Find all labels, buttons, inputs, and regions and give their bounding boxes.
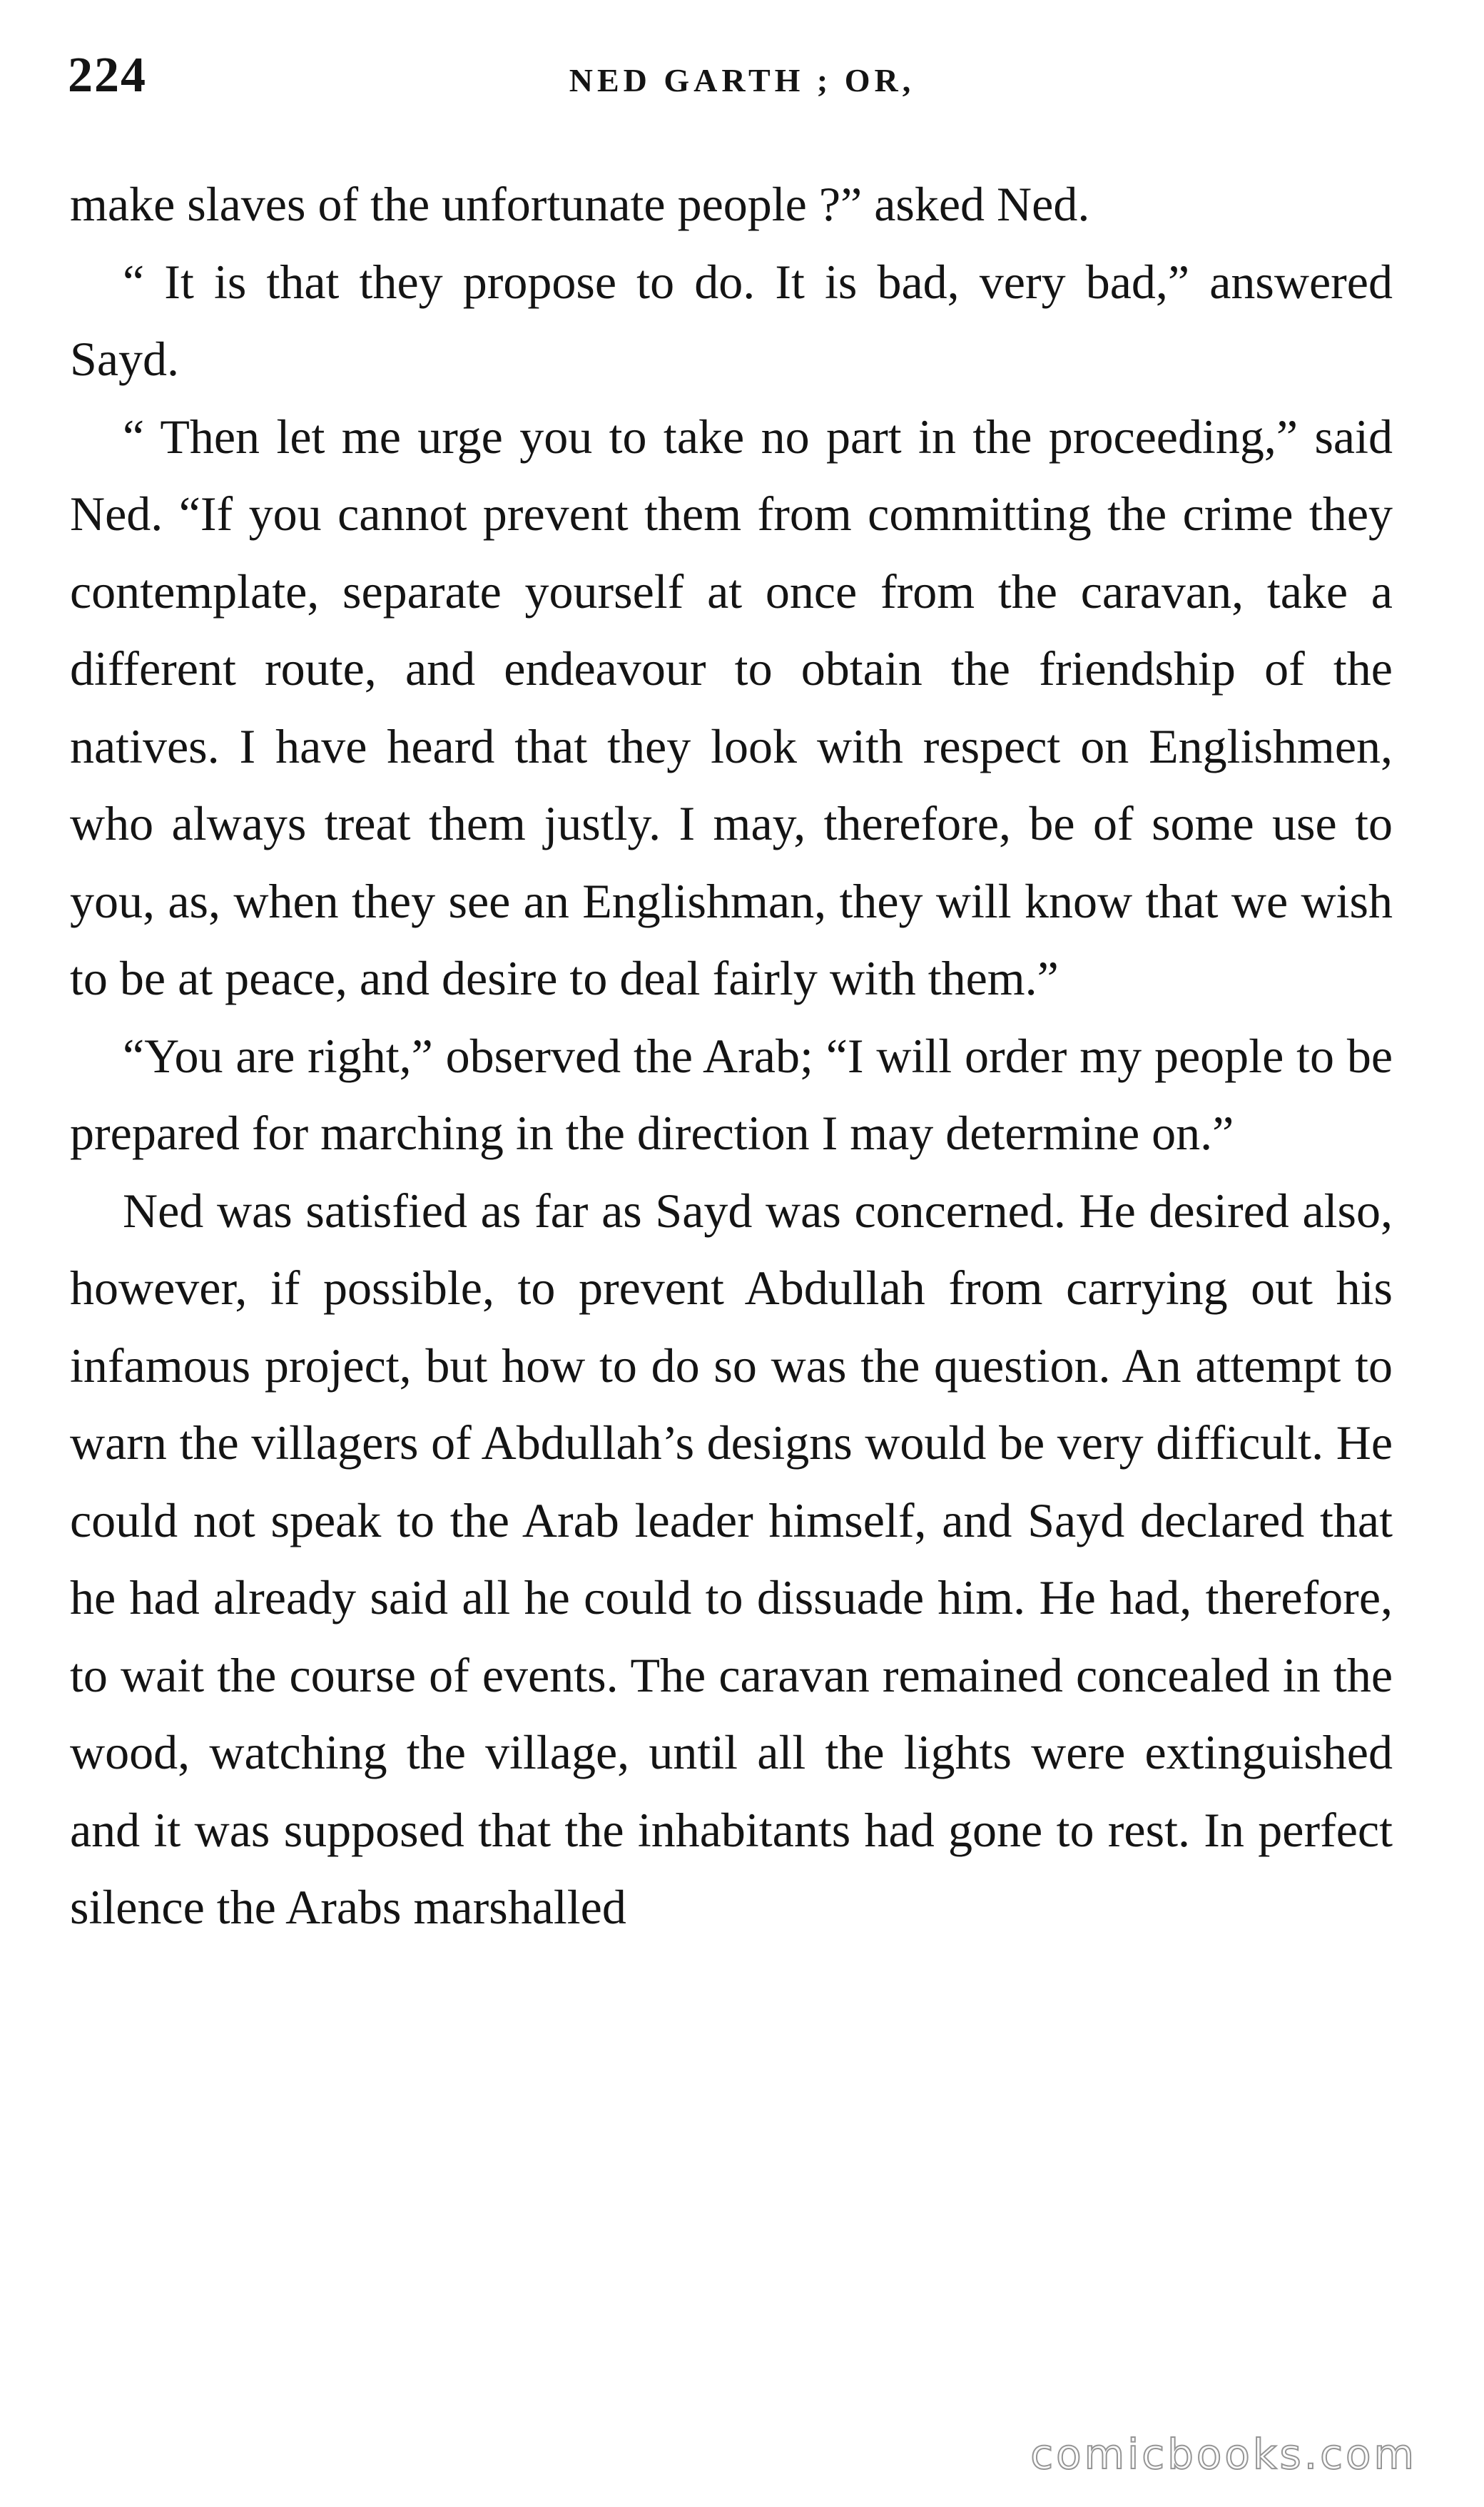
paragraph: “ Then let me urge you to take no part in the proceeding,” said Ned. “If you cannot prevent them from committing the crime they contemplate, separate yourself at once from the caravan, take a different route, and endeavour to obtain the friendship of the natives. I have heard that they look with respect on Englishmen, who always treat them justly. I may, therefore, be of some use to you, as, when they see an Englishman, they will know that we wish to be at peace, and desire to deal fairly with them.”: [70, 409, 1393, 1005]
paragraph: “ It is that they propose to do. It is bad, very bad,” answered Sayd.: [70, 254, 1393, 386]
watermark: comicbooks.com: [1030, 2430, 1417, 2478]
page-number: 224: [68, 48, 147, 103]
paragraph: “You are right,” observed the Arab; “I will order my people to be prepared for marching in the direction I may determine on.”: [70, 1028, 1393, 1160]
paragraph-continued: make slaves of the unfortunate people ?” asked Ned.: [70, 177, 1090, 231]
body-text: [70, 166, 1393, 1946]
paragraph: Ned was satisfied as far as Sayd was concerned. He desired also, however, if possible, to prevent Abdullah from carrying out his infamous project, but how to do so was the question. An attempt to warn the villagers of Abdullah’s designs would be very difficult. He could not speak to the Arab leader himself, and Sayd declared that he had already said all he could to dissuade him. He had, therefore, to wait the course of events. The caravan remained concealed in the wood, watching the village, until all the lights were extinguished and it was supposed that the inhabitants had gone to rest. In perfect silence the Arabs marshalled: [70, 1183, 1393, 1934]
page-header: [68, 47, 1416, 126]
running-head: NED GARTH ; OR,: [569, 62, 915, 98]
